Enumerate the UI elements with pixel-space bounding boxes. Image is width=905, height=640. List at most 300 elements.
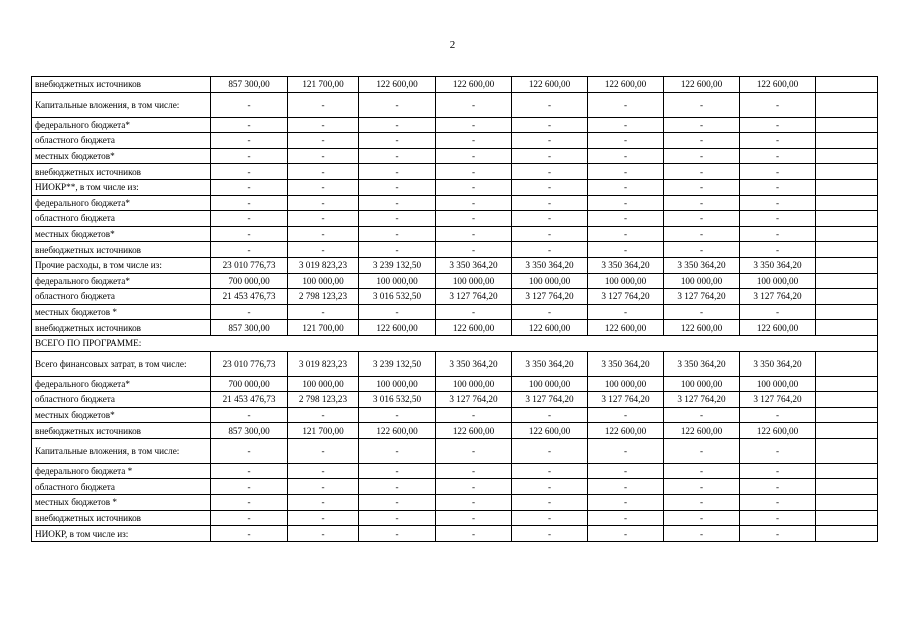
table-row [32,479,878,495]
value-cell: 122 600,00 [664,320,740,336]
value-cell [816,351,878,376]
value-cell: 700 000,00 [211,273,288,289]
value-cell: - [740,242,816,258]
row-label: областного бюджета [32,289,211,305]
value-cell: - [664,179,740,195]
value-cell: 21 453 476,73 [211,392,288,408]
value-cell: - [288,407,359,423]
value-cell: 122 600,00 [664,77,740,93]
value-cell: 3 016 532,50 [359,289,436,305]
value-cell: - [664,133,740,149]
value-cell: - [211,407,288,423]
value-cell: - [664,526,740,542]
value-cell: 122 600,00 [512,77,588,93]
value-cell: - [512,304,588,320]
value-cell: - [359,179,436,195]
value-cell: - [288,148,359,164]
value-cell: 122 600,00 [588,77,664,93]
value-cell: 121 700,00 [288,320,359,336]
value-cell [816,226,878,242]
table-row [32,407,878,423]
value-cell: - [436,242,512,258]
value-cell: 121 700,00 [288,77,359,93]
value-cell: - [288,463,359,479]
value-cell: - [588,526,664,542]
value-cell: - [512,438,588,463]
value-cell: - [512,148,588,164]
table-row [32,304,878,320]
value-cell: - [359,438,436,463]
value-cell: 122 600,00 [359,77,436,93]
value-cell [816,423,878,439]
value-cell: 122 600,00 [588,320,664,336]
value-cell: - [211,179,288,195]
value-cell: - [664,195,740,211]
value-cell: - [211,92,288,117]
budget-table [31,76,878,542]
value-cell: 100 000,00 [664,376,740,392]
value-cell: - [664,463,740,479]
value-cell: - [211,463,288,479]
value-cell: - [436,407,512,423]
value-cell: - [664,510,740,526]
value-cell: - [436,526,512,542]
value-cell [816,211,878,227]
value-cell: 100 000,00 [664,273,740,289]
value-cell: - [664,407,740,423]
value-cell: - [512,407,588,423]
value-cell: - [740,495,816,511]
value-cell: - [740,148,816,164]
value-cell [816,92,878,117]
value-cell: - [740,117,816,133]
value-cell: - [359,117,436,133]
table-row [32,510,878,526]
row-label: федерального бюджета* [32,273,211,289]
value-cell: 100 000,00 [588,273,664,289]
value-cell: - [588,92,664,117]
value-cell: - [288,526,359,542]
value-cell: - [588,148,664,164]
value-cell: - [588,179,664,195]
table-row [32,164,878,180]
value-cell: 2 798 123,23 [288,392,359,408]
value-cell: - [288,495,359,511]
table-row [32,179,878,195]
value-cell: 23 010 776,73 [211,351,288,376]
value-cell: - [211,242,288,258]
value-cell: - [288,179,359,195]
value-cell: 100 000,00 [288,273,359,289]
value-cell: - [588,495,664,511]
row-label: внебюджетных источников [32,77,211,93]
value-cell: - [288,304,359,320]
value-cell: - [436,92,512,117]
value-cell [816,164,878,180]
value-cell: - [211,304,288,320]
value-cell: - [436,133,512,149]
row-label: внебюджетных источников [32,320,211,336]
value-cell [816,495,878,511]
value-cell [816,510,878,526]
value-cell: - [211,479,288,495]
table-row [32,423,878,439]
value-cell: - [288,242,359,258]
value-cell: - [588,479,664,495]
value-cell: 3 127 764,20 [664,392,740,408]
value-cell: - [588,242,664,258]
value-cell: 3 127 764,20 [664,289,740,305]
value-cell: - [288,92,359,117]
value-cell: 3 350 364,20 [436,257,512,273]
value-cell: - [211,211,288,227]
value-cell: - [512,510,588,526]
value-cell: - [588,164,664,180]
value-cell: - [740,195,816,211]
value-cell: - [740,211,816,227]
value-cell [816,438,878,463]
value-cell [816,304,878,320]
value-cell: 3 350 364,20 [436,351,512,376]
value-cell: - [664,438,740,463]
value-cell: 122 600,00 [512,320,588,336]
value-cell: 3 239 132,50 [359,257,436,273]
value-cell: - [288,164,359,180]
value-cell: - [359,164,436,180]
value-cell: - [740,92,816,117]
value-cell: - [588,438,664,463]
value-cell: 3 350 364,20 [664,257,740,273]
value-cell: - [211,526,288,542]
value-cell: 857 300,00 [211,77,288,93]
value-cell [816,179,878,195]
page-number: 2 [449,39,456,51]
value-cell [816,407,878,423]
value-cell: - [359,226,436,242]
value-cell: - [436,211,512,227]
value-cell: - [359,304,436,320]
row-label: местных бюджетов* [32,226,211,242]
value-cell: - [211,195,288,211]
value-cell: - [359,211,436,227]
value-cell [816,273,878,289]
value-cell: 3 127 764,20 [740,289,816,305]
value-cell: - [512,117,588,133]
row-label: НИОКР**, в том числе из: [32,179,211,195]
value-cell: - [740,510,816,526]
value-cell: 3 127 764,20 [740,392,816,408]
value-cell: 100 000,00 [740,273,816,289]
value-cell: - [588,195,664,211]
value-cell: 100 000,00 [512,376,588,392]
value-cell: - [211,226,288,242]
value-cell: - [288,117,359,133]
value-cell: 23 010 776,73 [211,257,288,273]
table-row [32,226,878,242]
table-row [32,77,878,93]
row-label: местных бюджетов * [32,495,211,511]
value-cell: - [436,479,512,495]
value-cell: 3 127 764,20 [436,392,512,408]
row-label: Всего финансовых затрат, в том числе: [32,351,211,376]
value-cell: - [588,407,664,423]
value-cell: - [436,226,512,242]
value-cell: - [436,495,512,511]
table-row [32,320,878,336]
row-label: местных бюджетов* [32,148,211,164]
table-row [32,257,878,273]
row-label: областного бюджета [32,211,211,227]
value-cell: - [436,148,512,164]
value-cell: 122 600,00 [436,320,512,336]
value-cell: - [512,164,588,180]
table-row [32,195,878,211]
value-cell: - [740,479,816,495]
row-label: внебюджетных источников [32,423,211,439]
value-cell: - [211,133,288,149]
value-cell [816,392,878,408]
value-cell: - [359,407,436,423]
value-cell: - [740,438,816,463]
value-cell: - [436,438,512,463]
value-cell [816,195,878,211]
value-cell: 3 350 364,20 [740,351,816,376]
table-row [32,148,878,164]
value-cell [816,320,878,336]
value-cell: 122 600,00 [359,320,436,336]
value-cell: 3 019 823,23 [288,257,359,273]
value-cell: 3 127 764,20 [588,289,664,305]
table-row [32,463,878,479]
value-cell: - [359,195,436,211]
value-cell: - [211,117,288,133]
value-cell: - [512,226,588,242]
value-cell: - [588,117,664,133]
row-label: местных бюджетов * [32,304,211,320]
value-cell: 3 127 764,20 [436,289,512,305]
value-cell: 3 239 132,50 [359,351,436,376]
value-cell: - [211,438,288,463]
value-cell: - [512,92,588,117]
value-cell: - [664,117,740,133]
value-cell: - [512,242,588,258]
value-cell [816,257,878,273]
section-header-row [32,335,878,351]
value-cell: - [512,211,588,227]
table-row [32,376,878,392]
value-cell: 3 127 764,20 [588,392,664,408]
value-cell: 3 350 364,20 [740,257,816,273]
table-body [32,77,878,542]
section-title: ВСЕГО ПО ПРОГРАММЕ: [32,335,878,351]
value-cell: 122 600,00 [436,77,512,93]
value-cell: - [436,463,512,479]
value-cell: - [740,226,816,242]
row-label: Прочие расходы, в том числе из: [32,257,211,273]
value-cell: - [359,510,436,526]
value-cell [816,242,878,258]
value-cell: - [359,133,436,149]
table-row [32,438,878,463]
value-cell: - [512,463,588,479]
row-label: Капитальные вложения, в том числе: [32,438,211,463]
value-cell: 700 000,00 [211,376,288,392]
value-cell [816,133,878,149]
value-cell: - [436,179,512,195]
value-cell: - [664,242,740,258]
value-cell: 3 350 364,20 [588,257,664,273]
value-cell: - [436,304,512,320]
value-cell: 100 000,00 [359,376,436,392]
value-cell: - [512,526,588,542]
value-cell: - [211,495,288,511]
value-cell: 3 019 823,23 [288,351,359,376]
table-row [32,351,878,376]
value-cell: 100 000,00 [512,273,588,289]
value-cell: - [359,463,436,479]
value-cell: - [588,211,664,227]
value-cell: - [211,164,288,180]
table-row [32,211,878,227]
value-cell: - [664,92,740,117]
value-cell: 3 127 764,20 [512,289,588,305]
value-cell: 3 350 364,20 [588,351,664,376]
value-cell: - [664,479,740,495]
row-label: внебюджетных источников [32,164,211,180]
value-cell: - [288,211,359,227]
value-cell: - [288,195,359,211]
value-cell: 857 300,00 [211,423,288,439]
row-label: НИОКР, в том числе из: [32,526,211,542]
row-label: областного бюджета [32,479,211,495]
value-cell: - [588,133,664,149]
value-cell: 3 350 364,20 [512,257,588,273]
value-cell: - [664,226,740,242]
value-cell: 21 453 476,73 [211,289,288,305]
row-label: внебюджетных источников [32,242,211,258]
value-cell: 122 600,00 [740,423,816,439]
table-row [32,117,878,133]
value-cell: - [664,148,740,164]
value-cell: - [740,304,816,320]
value-cell: - [359,479,436,495]
value-cell: - [664,211,740,227]
value-cell: - [359,148,436,164]
value-cell: 100 000,00 [436,376,512,392]
value-cell: - [588,304,664,320]
value-cell: - [512,495,588,511]
value-cell: - [288,133,359,149]
table-row [32,133,878,149]
row-label: Капитальные вложения, в том числе: [32,92,211,117]
table-row [32,289,878,305]
value-cell: - [740,526,816,542]
value-cell: - [512,133,588,149]
value-cell: 122 600,00 [740,77,816,93]
value-cell: - [359,495,436,511]
value-cell: - [740,164,816,180]
table-row [32,273,878,289]
table-row [32,392,878,408]
value-cell: 122 600,00 [664,423,740,439]
value-cell: - [359,242,436,258]
value-cell: - [288,226,359,242]
value-cell: 100 000,00 [436,273,512,289]
row-label: внебюджетных источников [32,510,211,526]
value-cell: 122 600,00 [359,423,436,439]
table-row [32,495,878,511]
table-row [32,242,878,258]
row-label: федерального бюджета* [32,117,211,133]
value-cell: - [436,164,512,180]
table-row [32,526,878,542]
value-cell [816,148,878,164]
value-cell: - [512,195,588,211]
value-cell: - [740,463,816,479]
value-cell [816,463,878,479]
value-cell: 3 350 364,20 [512,351,588,376]
value-cell [816,289,878,305]
value-cell: 3 127 764,20 [512,392,588,408]
value-cell: - [740,179,816,195]
value-cell: - [288,479,359,495]
value-cell: 3 350 364,20 [664,351,740,376]
value-cell: - [512,479,588,495]
value-cell: 3 016 532,50 [359,392,436,408]
row-label: областного бюджета [32,133,211,149]
value-cell: 2 798 123,23 [288,289,359,305]
value-cell [816,376,878,392]
value-cell: 100 000,00 [740,376,816,392]
value-cell: 100 000,00 [359,273,436,289]
value-cell: - [664,304,740,320]
row-label: федерального бюджета* [32,195,211,211]
value-cell: 122 600,00 [588,423,664,439]
value-cell: - [664,495,740,511]
value-cell: - [359,526,436,542]
value-cell: - [288,510,359,526]
value-cell: - [512,179,588,195]
value-cell: 121 700,00 [288,423,359,439]
row-label: местных бюджетов* [32,407,211,423]
value-cell: 100 000,00 [288,376,359,392]
value-cell [816,117,878,133]
value-cell: - [740,133,816,149]
value-cell: - [588,463,664,479]
value-cell [816,479,878,495]
value-cell: - [588,510,664,526]
value-cell [816,77,878,93]
row-label: областного бюджета [32,392,211,408]
value-cell: - [288,438,359,463]
value-cell [816,526,878,542]
value-cell: - [740,407,816,423]
value-cell: 122 600,00 [436,423,512,439]
value-cell: - [588,226,664,242]
value-cell: - [359,92,436,117]
value-cell: - [211,148,288,164]
row-label: федерального бюджета * [32,463,211,479]
value-cell: - [436,117,512,133]
table-row [32,92,878,117]
value-cell: 857 300,00 [211,320,288,336]
value-cell: 100 000,00 [588,376,664,392]
value-cell: 122 600,00 [512,423,588,439]
row-label: федерального бюджета* [32,376,211,392]
value-cell: - [436,510,512,526]
value-cell: - [664,164,740,180]
value-cell: - [436,195,512,211]
